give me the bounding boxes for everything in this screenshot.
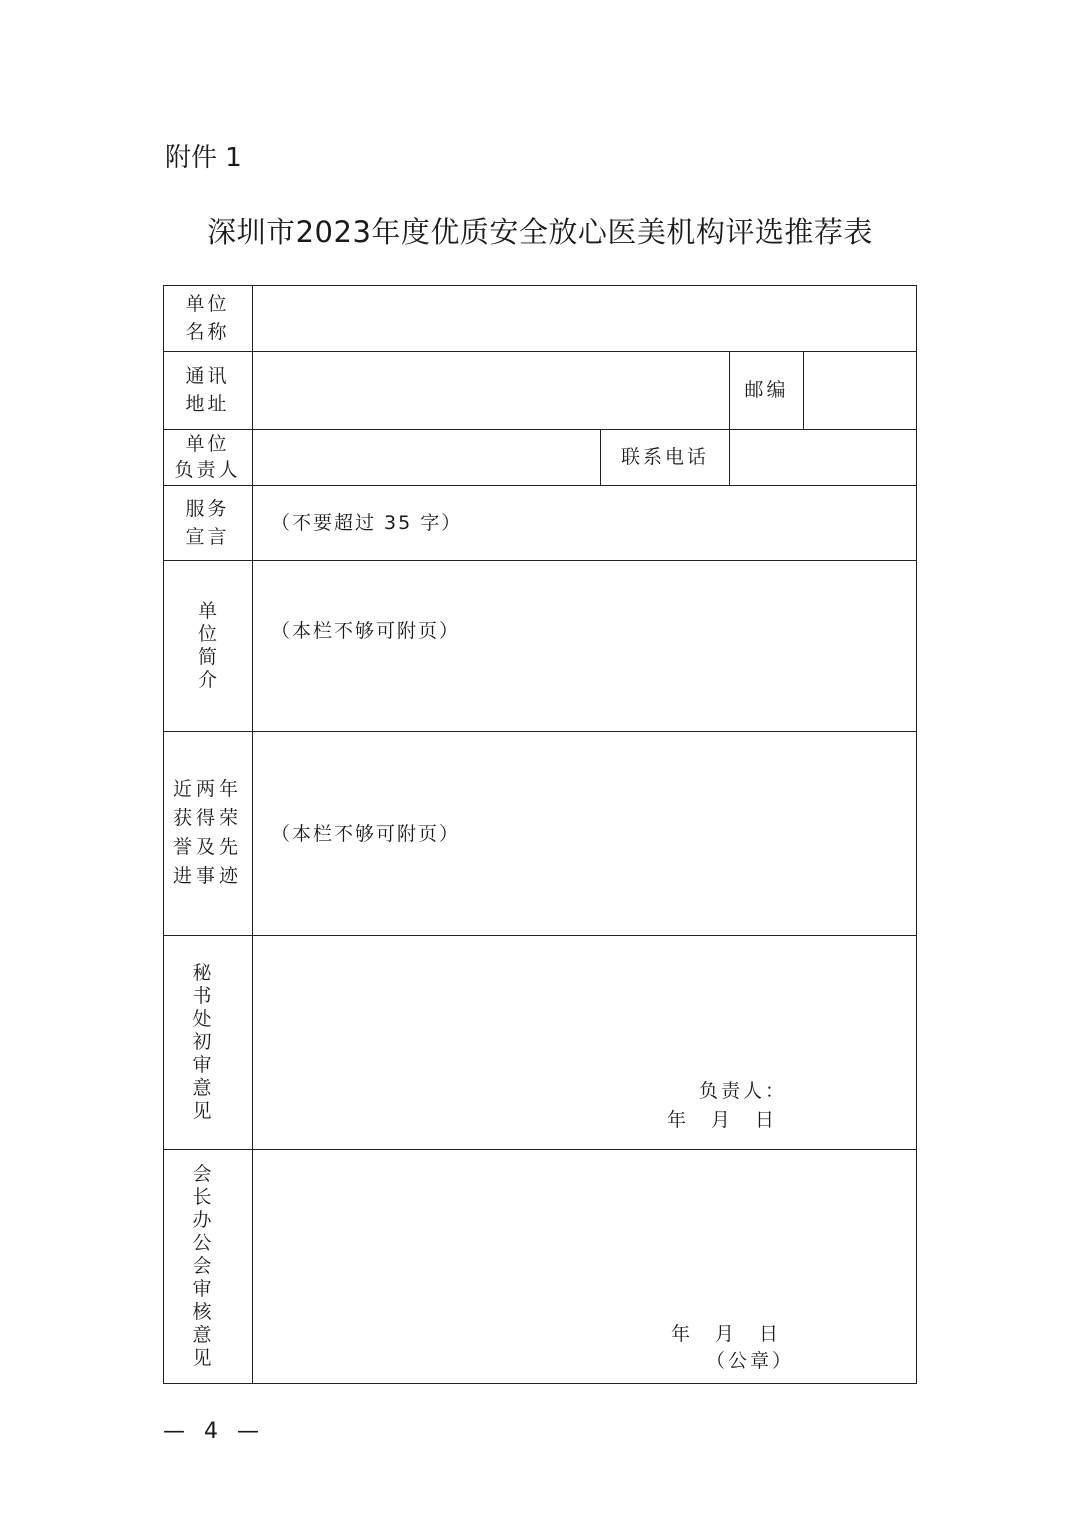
intro-hint: （本栏不够可附页） [271, 620, 461, 642]
honors-label: 近两年 获得荣 誉及先 进事迹 [172, 778, 242, 887]
secretariat-label: 秘 书 处 初 审 意 见 [192, 961, 212, 1122]
intro-label: 单 位 简 介 [197, 599, 217, 691]
responsible-field[interactable] [253, 430, 600, 485]
responsible-label: 单位 负责人 [174, 433, 241, 481]
form-border-right [916, 285, 917, 1384]
address-label: 通讯 地址 [185, 365, 230, 415]
page-title: 深圳市2023年度优质安全放心医美机构评选推荐表 [207, 215, 873, 249]
secretariat-signer: 负责人： [699, 1080, 788, 1102]
page-number: — 4 — [163, 1419, 265, 1444]
slogan-hint: （不要超过 35 字） [271, 512, 463, 534]
honors-field[interactable] [253, 732, 916, 935]
secretariat-field[interactable] [253, 936, 916, 1149]
phone-field[interactable] [730, 430, 916, 485]
honors-hint: （本栏不够可附页） [271, 822, 461, 845]
unit-name-label: 单位 名称 [185, 293, 230, 343]
council-date: 年 月 日 [671, 1323, 782, 1345]
council-seal: （公章） [706, 1350, 795, 1372]
intro-field[interactable] [253, 561, 916, 731]
address-field[interactable] [253, 352, 729, 429]
council-field[interactable] [253, 1150, 916, 1383]
form-border-bottom [163, 1383, 917, 1384]
council-label: 会 长 办 公 会 审 核 意 见 [192, 1162, 212, 1369]
recommendation-form [163, 285, 917, 1384]
phone-label: 联系电话 [620, 446, 709, 468]
postcode-field[interactable] [804, 352, 916, 429]
slogan-field[interactable] [253, 486, 916, 560]
slogan-label: 服务 宣言 [185, 497, 230, 548]
unit-name-field[interactable] [253, 286, 916, 351]
secretariat-date: 年 月 日 [667, 1109, 778, 1131]
attachment-label: 附件 1 [165, 143, 242, 173]
postcode-label: 邮编 [744, 379, 789, 401]
